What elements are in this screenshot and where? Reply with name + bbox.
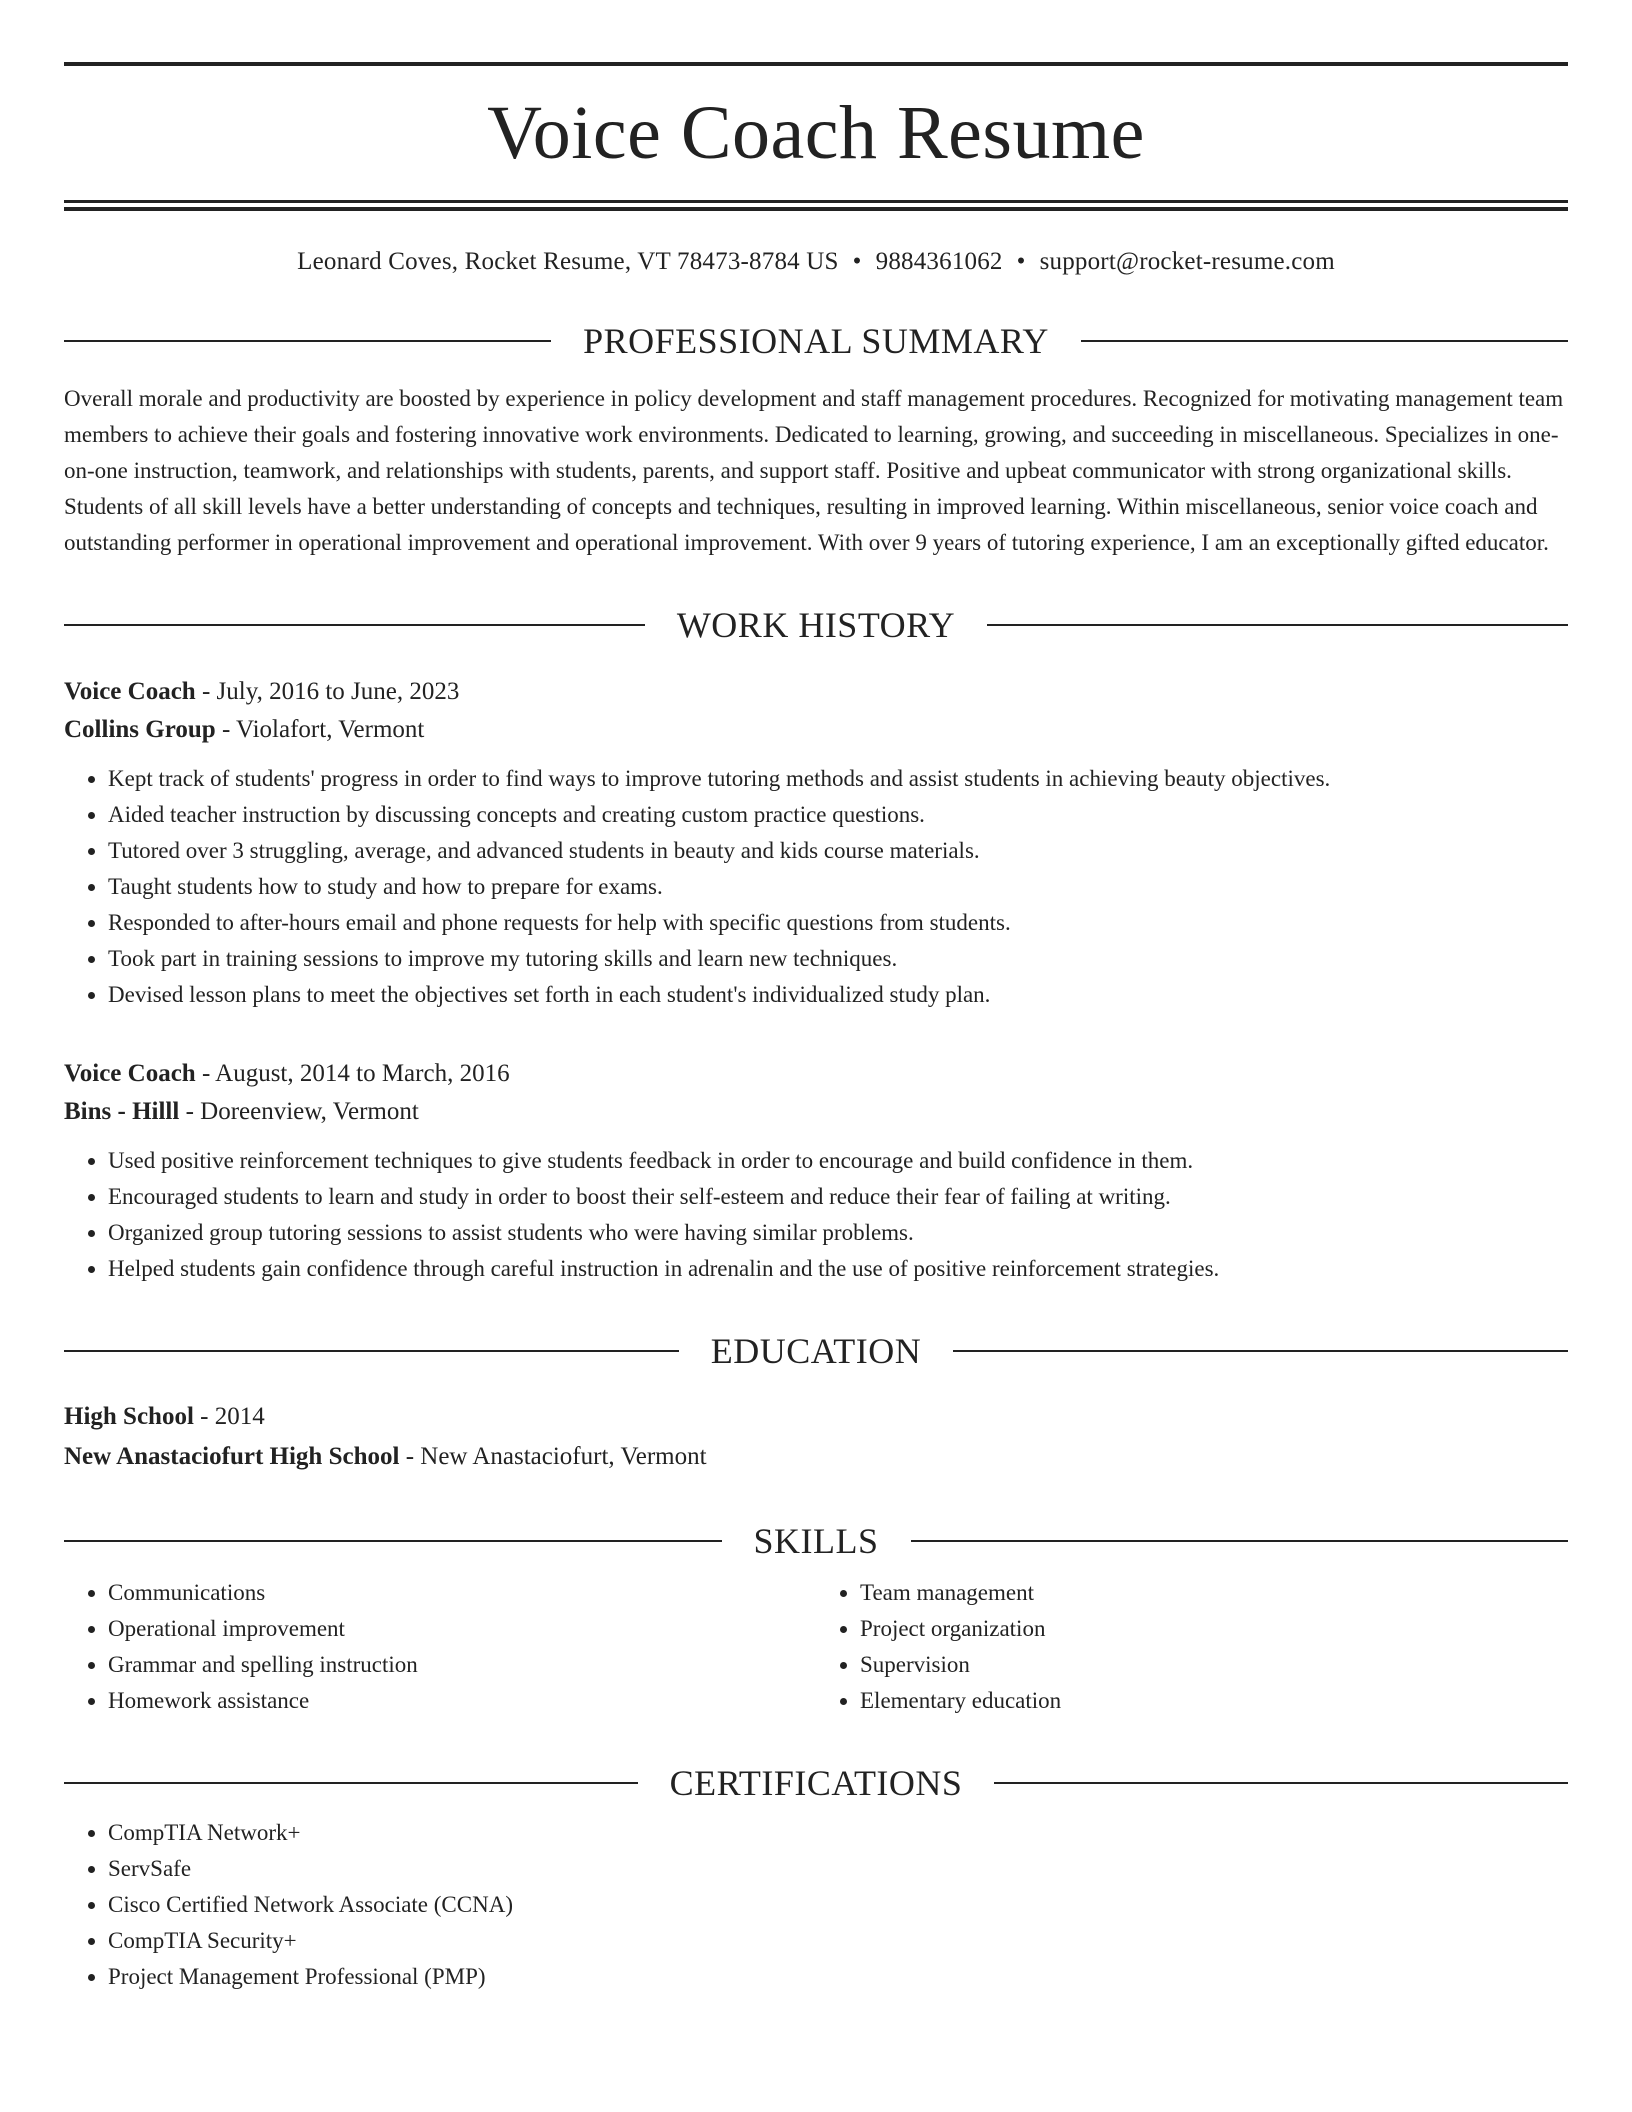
title-double-rule bbox=[64, 200, 1568, 211]
work-history-heading-label: WORK HISTORY bbox=[676, 605, 956, 645]
heading-rule bbox=[987, 624, 1568, 626]
list-item: • Took part in training sessions to improve my tutoring skills and learn new techniques. bbox=[108, 941, 1568, 977]
contact-address: Leonard Coves, Rocket Resume, VT 78473-8784 US bbox=[297, 248, 839, 275]
list-item: • Tutored over 3 struggling, average, and advanced students in beauty and kids course materials. bbox=[108, 833, 1568, 869]
job-dates: - August, 2014 to March, 2016 bbox=[195, 1060, 510, 1087]
job-entry bbox=[64, 673, 1568, 1013]
work-history-heading bbox=[64, 605, 1568, 645]
list-item: • Responded to after-hours email and phone requests for help with specific questions from students. bbox=[108, 905, 1568, 941]
list-item: • Cisco Certified Network Associate (CCNA) bbox=[108, 1887, 1568, 1923]
list-item: • Project organization bbox=[860, 1611, 1568, 1647]
job-company-line bbox=[64, 1093, 1568, 1131]
summary-text: Overall morale and productivity are boosted by experience in policy development and staff management procedures. Recognized for motivating management team members to achieve their goals and fostering innovative work environments. Dedicated to learning, growing, and succeeding in miscellaneous. Specializes in one-on-one instruction, teamwork, and relationships with students, parents, and support staff. Positive and upbeat communicator with strong organizational skills. Students of all skill levels have a better understanding of concepts and techniques, resulting in improved learning. Within miscellaneous, senior voice coach and outstanding performer in operational improvement and operational improvement. With over 9 years of tutoring experience, I am an exceptionally gifted educator. bbox=[64, 386, 1564, 555]
job-dates: - July, 2016 to June, 2023 bbox=[195, 678, 460, 705]
list-item: • Organized group tutoring sessions to assist students who were having similar problems. bbox=[108, 1215, 1568, 1251]
education-degree: High School bbox=[64, 1403, 194, 1430]
job-company: Collins Group bbox=[64, 716, 216, 743]
certifications-heading-label: CERTIFICATIONS bbox=[669, 1763, 963, 1803]
education-entry bbox=[64, 1397, 1568, 1477]
contact-phone: 9884361062 bbox=[875, 248, 1003, 275]
list-item: • Taught students how to study and how to prepare for exams. bbox=[108, 869, 1568, 905]
education-year: - 2014 bbox=[193, 1403, 265, 1430]
job-company: Bins - Hilll bbox=[64, 1098, 180, 1125]
skills-heading bbox=[64, 1521, 1568, 1561]
list-item: • Operational improvement bbox=[108, 1611, 816, 1647]
list-item: • CompTIA Network+ bbox=[108, 1815, 1568, 1851]
education-heading bbox=[64, 1331, 1568, 1371]
job-entry bbox=[64, 1055, 1568, 1287]
list-item: • Grammar and spelling instruction bbox=[108, 1647, 816, 1683]
job-title: Voice Coach bbox=[64, 678, 196, 705]
job-title-line bbox=[64, 673, 1568, 711]
heading-rule bbox=[64, 1350, 679, 1352]
list-item: • Encouraged students to learn and study in order to boost their self-esteem and reduce their fear of failing at writing. bbox=[108, 1179, 1568, 1215]
heading-rule bbox=[911, 1540, 1569, 1542]
job-company-line bbox=[64, 711, 1568, 749]
education-degree-line bbox=[64, 1397, 1568, 1437]
heading-rule bbox=[64, 340, 551, 342]
resume-title: Voice Coach Resume bbox=[487, 91, 1145, 175]
list-item: • Team management bbox=[860, 1575, 1568, 1611]
list-item: • CompTIA Security+ bbox=[108, 1923, 1568, 1959]
job-location: - Violafort, Vermont bbox=[215, 716, 425, 743]
summary-heading-label: PROFESSIONAL SUMMARY bbox=[583, 321, 1049, 361]
contact-separator: • bbox=[852, 248, 862, 275]
list-item: • Communications bbox=[108, 1575, 816, 1611]
list-item: • ServSafe bbox=[108, 1851, 1568, 1887]
job-title-line bbox=[64, 1055, 1568, 1093]
education-school-line bbox=[64, 1437, 1568, 1477]
list-item: • Aided teacher instruction by discussing concepts and creating custom practice questions. bbox=[108, 797, 1568, 833]
education-heading-label: EDUCATION bbox=[710, 1331, 922, 1371]
resume-page bbox=[64, 0, 1568, 1995]
skills-column-left bbox=[64, 1575, 816, 1719]
certifications-heading bbox=[64, 1763, 1568, 1803]
contact-line bbox=[64, 247, 1568, 277]
top-rule bbox=[64, 62, 1568, 66]
skills-column-right bbox=[816, 1575, 1568, 1719]
list-item: • Devised lesson plans to meet the objectives set forth in each student's individualized study plan. bbox=[108, 977, 1568, 1013]
certifications-list bbox=[64, 1815, 1568, 1995]
heading-rule bbox=[64, 624, 645, 626]
education-school: New Anastaciofurt High School bbox=[64, 1443, 400, 1470]
summary-heading bbox=[64, 321, 1568, 361]
education-location: - New Anastaciofurt, Vermont bbox=[399, 1443, 707, 1470]
list-item: • Project Management Professional (PMP) bbox=[108, 1959, 1568, 1995]
list-item: • Homework assistance bbox=[108, 1683, 816, 1719]
contact-separator: • bbox=[1016, 248, 1026, 275]
list-item: • Supervision bbox=[860, 1647, 1568, 1683]
heading-rule bbox=[64, 1782, 638, 1784]
skills-grid bbox=[64, 1575, 1568, 1719]
job-location: - Doreenview, Vermont bbox=[179, 1098, 419, 1125]
list-item: • Used positive reinforcement techniques to give students feedback in order to encourage and build confidence in them. bbox=[108, 1143, 1568, 1179]
job-bullets bbox=[64, 761, 1568, 1013]
job-title: Voice Coach bbox=[64, 1060, 196, 1087]
list-item: • Kept track of students' progress in order to find ways to improve tutoring methods and assist students in achieving beauty objectives. bbox=[108, 761, 1568, 797]
heading-rule bbox=[1081, 340, 1568, 342]
list-item: • Elementary education bbox=[860, 1683, 1568, 1719]
heading-rule bbox=[994, 1782, 1568, 1784]
list-item: • Helped students gain confidence through careful instruction in adrenalin and the use of positive reinforcement strategies. bbox=[108, 1251, 1568, 1287]
heading-rule bbox=[953, 1350, 1568, 1352]
contact-email: support@rocket-resume.com bbox=[1039, 248, 1335, 275]
heading-rule bbox=[64, 1540, 722, 1542]
skills-heading-label: SKILLS bbox=[753, 1521, 879, 1561]
job-bullets bbox=[64, 1143, 1568, 1287]
